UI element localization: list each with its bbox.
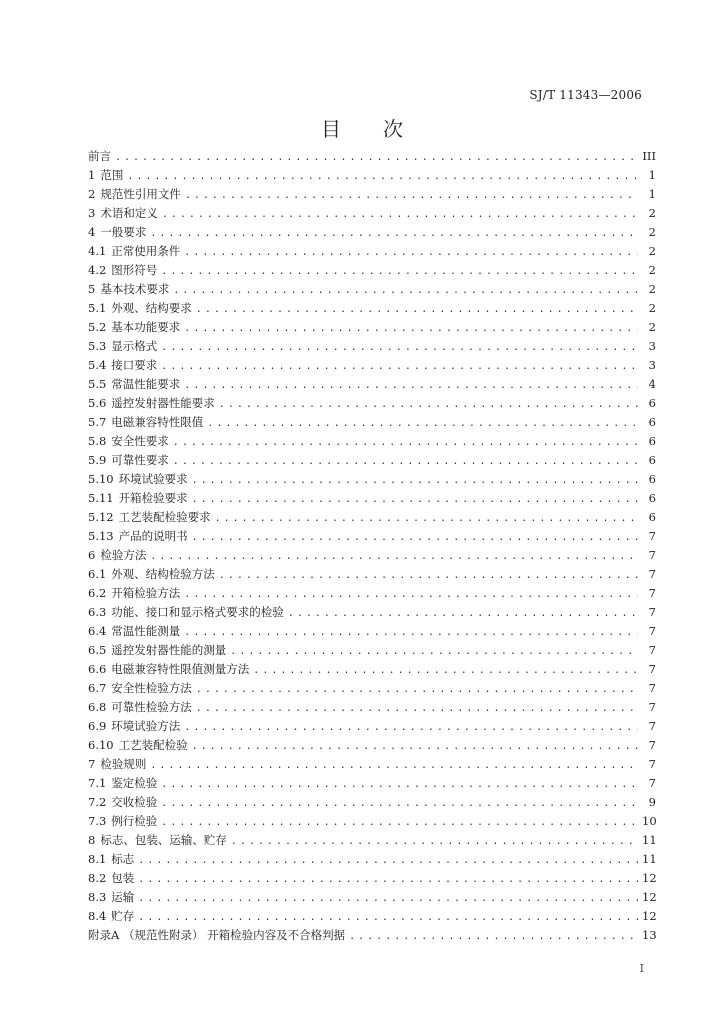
toc-leader-dots: [150, 756, 638, 775]
toc-entry[interactable]: [88, 356, 656, 375]
toc-entry-number: 6.2: [88, 586, 107, 600]
toc-entry-page: 1: [648, 168, 656, 182]
toc-entry-number: 5: [88, 282, 96, 296]
toc-entry[interactable]: [88, 527, 656, 546]
toc-entry-page: 7: [648, 624, 656, 638]
toc-entry[interactable]: [88, 242, 656, 261]
toc-entry-title: 安全性要求: [111, 434, 169, 448]
toc-entry-title: 工艺装配检验: [118, 738, 188, 752]
toc-leader-dots: [184, 718, 638, 737]
toc-leader-dots: [138, 870, 638, 889]
toc-entry[interactable]: [88, 451, 656, 470]
toc-entry-title: 标志、包装、运输、贮存: [100, 833, 227, 847]
toc-entry[interactable]: [88, 622, 656, 641]
toc-entry[interactable]: [88, 793, 656, 812]
toc-entry-page: 2: [648, 301, 656, 315]
toc-entry-number: 2: [88, 187, 96, 201]
toc-leader-dots: [138, 851, 638, 870]
toc-entry[interactable]: [88, 394, 656, 413]
toc-leader-dots: [184, 243, 638, 262]
toc-entry[interactable]: [88, 299, 656, 318]
toc-entry-title: 贮存: [111, 909, 135, 923]
toc-entry[interactable]: [88, 166, 656, 185]
title-char-1: 目: [321, 117, 341, 141]
toc-entry-page: 2: [648, 225, 656, 239]
toc-entry-number: 5.12: [88, 510, 114, 524]
toc-leader-dots: [161, 338, 638, 357]
toc-entry-title: 规范性引用文件: [100, 187, 181, 201]
toc-entry-title: 检验规则: [100, 757, 147, 771]
toc-entry-page: 2: [648, 263, 656, 277]
toc-entry-number: 6.7: [88, 681, 107, 695]
toc-entry-number: 8.1: [88, 852, 107, 866]
toc-leader-dots: [173, 433, 638, 452]
toc-entry-title: 电磁兼容特性限值: [111, 415, 204, 429]
toc-entry-number: 5.5: [88, 377, 107, 391]
toc-entry[interactable]: [88, 565, 656, 584]
toc-entry-number: 5.6: [88, 396, 107, 410]
toc-leader-dots: [192, 737, 638, 756]
toc-entry-title: 常温性能要求: [111, 377, 181, 391]
toc-entry[interactable]: [88, 774, 656, 793]
toc-entry-title: 例行检验: [111, 814, 158, 828]
toc-entry-page: 2: [648, 244, 656, 258]
toc-entry-number: 5.8: [88, 434, 107, 448]
toc-entry-page: 11: [642, 852, 657, 866]
toc-entry-title: 基本功能要求: [111, 320, 181, 334]
toc-entry-title: 环境试验方法: [111, 719, 181, 733]
toc-entry-number: 1: [88, 168, 96, 182]
toc-entry[interactable]: [88, 261, 656, 280]
toc-entry-title: 安全性检验方法: [111, 681, 192, 695]
toc-entry-title: 图形符号: [111, 263, 158, 277]
toc-entry[interactable]: [88, 223, 656, 242]
toc-leader-dots: [288, 604, 638, 623]
toc-entry-page: 12: [642, 909, 657, 923]
toc-entry-number: 8.3: [88, 890, 107, 904]
toc-leader-dots: [161, 813, 638, 832]
toc-leader-dots: [185, 186, 638, 205]
toc-entry-number: 6: [88, 548, 96, 562]
toc-entry-number: 5.13: [88, 529, 114, 543]
page-title: [0, 113, 724, 142]
toc-entry-page: 2: [648, 282, 656, 296]
toc-entry-page: 2: [648, 206, 656, 220]
toc-entry[interactable]: [88, 641, 656, 660]
toc-entry-number: 3: [88, 206, 96, 220]
toc-entry-title: 电磁兼容特性限值测量方法: [111, 662, 250, 676]
toc-leader-dots: [173, 281, 638, 300]
toc-entry-number: 5.1: [88, 301, 107, 315]
toc-leader-dots: [215, 509, 638, 528]
toc-entry[interactable]: [88, 147, 656, 166]
toc-entry-page: 6: [648, 453, 656, 467]
toc-entry-title: 遥控发射器性能要求: [111, 396, 215, 410]
toc-entry-title: 运输: [111, 890, 135, 904]
toc-leader-dots: [184, 319, 638, 338]
toc-entry[interactable]: [88, 869, 656, 888]
toc-entry-title: 遥控发射器性能的测量: [111, 643, 227, 657]
toc-entry-number: 6.4: [88, 624, 107, 638]
toc-entry-page: 7: [648, 529, 656, 543]
toc-entry-page: 3: [648, 339, 656, 353]
toc-entry-number: 8: [88, 833, 96, 847]
toc-entry-page: 7: [648, 700, 656, 714]
toc-entry-page: 3: [648, 358, 656, 372]
toc-entry[interactable]: [88, 679, 656, 698]
toc-entry[interactable]: [88, 489, 656, 508]
toc-leader-dots: [115, 148, 638, 167]
toc-entry-number: 6.9: [88, 719, 107, 733]
toc-entry-page: 13: [642, 928, 657, 942]
toc-entry[interactable]: [88, 584, 656, 603]
toc-entry-number: 4.2: [88, 263, 107, 277]
toc-entry-title: 检验方法: [100, 548, 147, 562]
toc-entry-title: 环境试验要求: [118, 472, 188, 486]
toc-entry-title: 外观、结构检验方法: [111, 567, 215, 581]
toc-entry[interactable]: [88, 736, 656, 755]
toc-leader-dots: [161, 775, 638, 794]
standard-code: SJ/T 11343—2006: [529, 88, 642, 102]
toc-entry-page: 6: [648, 491, 656, 505]
toc-entry-number: 4.1: [88, 244, 107, 258]
toc-entry-number: 6.1: [88, 567, 107, 581]
toc-leader-dots: [349, 927, 638, 946]
toc-entry[interactable]: [88, 850, 656, 869]
table-of-contents: [88, 147, 656, 945]
toc-leader-dots: [196, 680, 638, 699]
toc-entry-title: 鉴定检验: [111, 776, 158, 790]
toc-entry-title: 交收检验: [111, 795, 158, 809]
toc-entry-page: 7: [648, 776, 656, 790]
toc-entry-page: 7: [648, 586, 656, 600]
toc-leader-dots: [184, 623, 638, 642]
toc-entry-page: 7: [648, 738, 656, 752]
toc-entry-page: 4: [648, 377, 656, 391]
toc-entry-title: 常温性能测量: [111, 624, 181, 638]
toc-entry-number: 6.6: [88, 662, 107, 676]
toc-entry-number: 8.2: [88, 871, 107, 885]
toc-entry-title: 可靠性要求: [111, 453, 169, 467]
toc-entry-title: 正常使用条件: [111, 244, 181, 258]
toc-entry-number: 7.3: [88, 814, 107, 828]
toc-entry-page: 12: [642, 871, 657, 885]
toc-entry-title: 一般要求: [100, 225, 147, 239]
toc-leader-dots: [219, 566, 638, 585]
toc-entry-number: 6.8: [88, 700, 107, 714]
toc-entry-page: 7: [648, 662, 656, 676]
toc-entry-number: 6.3: [88, 605, 107, 619]
toc-entry-page: 10: [642, 814, 657, 828]
toc-entry[interactable]: [88, 318, 656, 337]
toc-entry[interactable]: [88, 755, 656, 774]
toc-leader-dots: [138, 889, 638, 908]
toc-entry-number: 5.9: [88, 453, 107, 467]
toc-entry[interactable]: [88, 812, 656, 831]
toc-leader-dots: [192, 490, 638, 509]
toc-entry-number: 5.7: [88, 415, 107, 429]
toc-entry[interactable]: [88, 337, 656, 356]
toc-leader-dots: [230, 642, 638, 661]
toc-entry-page: 7: [648, 643, 656, 657]
toc-entry-number: 5.4: [88, 358, 107, 372]
toc-entry-page: 7: [648, 548, 656, 562]
toc-leader-dots: [196, 300, 638, 319]
toc-entry-number: 5.3: [88, 339, 107, 353]
toc-entry-number: 5.10: [88, 472, 114, 486]
toc-entry-title: 产品的说明书: [118, 529, 188, 543]
toc-entry-page: 7: [648, 757, 656, 771]
toc-entry-page: 7: [648, 719, 656, 733]
toc-entry-page: 11: [642, 833, 657, 847]
toc-entry-title: 前言: [88, 149, 111, 163]
toc-leader-dots: [207, 414, 638, 433]
toc-entry-title: 显示格式: [111, 339, 158, 353]
toc-entry-page: 1: [648, 187, 656, 201]
toc-entry-title: 基本技术要求: [100, 282, 170, 296]
toc-entry[interactable]: [88, 603, 656, 622]
toc-leader-dots: [192, 528, 638, 547]
toc-entry[interactable]: [88, 470, 656, 489]
toc-leader-dots: [184, 376, 638, 395]
toc-entry[interactable]: [88, 413, 656, 432]
toc-entry[interactable]: [88, 717, 656, 736]
toc-leader-dots: [150, 224, 638, 243]
toc-entry-title: 附录A （规范性附录） 开箱检验内容及不合格判据: [88, 928, 346, 942]
title-char-2: 次: [383, 117, 403, 141]
toc-entry-page: 7: [648, 567, 656, 581]
toc-leader-dots: [138, 908, 638, 927]
toc-entry-title: 开箱检验方法: [111, 586, 181, 600]
toc-entry-page: 6: [648, 472, 656, 486]
toc-leader-dots: [161, 357, 638, 376]
toc-entry-page: 6: [648, 396, 656, 410]
toc-entry-title: 包装: [111, 871, 135, 885]
toc-entry-number: 5.2: [88, 320, 107, 334]
toc-entry[interactable]: [88, 546, 656, 565]
toc-entry-number: 7.1: [88, 776, 107, 790]
toc-entry[interactable]: [88, 698, 656, 717]
toc-leader-dots: [173, 452, 638, 471]
toc-entry-number: 5.11: [88, 491, 114, 505]
toc-entry-title: 工艺装配检验要求: [118, 510, 211, 524]
toc-leader-dots: [161, 262, 638, 281]
toc-leader-dots: [150, 547, 638, 566]
toc-entry-number: 7: [88, 757, 96, 771]
toc-entry-page: 2: [648, 320, 656, 334]
toc-entry-page: 7: [648, 605, 656, 619]
toc-entry-number: 7.2: [88, 795, 107, 809]
toc-entry[interactable]: [88, 926, 656, 945]
page-number: I: [639, 962, 644, 975]
toc-leader-dots: [192, 471, 638, 490]
toc-entry-page: 7: [648, 681, 656, 695]
toc-entry-title: 功能、接口和显示格式要求的检验: [111, 605, 284, 619]
toc-entry[interactable]: [88, 888, 656, 907]
toc-entry-title: 接口要求: [111, 358, 158, 372]
toc-entry[interactable]: [88, 185, 656, 204]
toc-leader-dots: [162, 205, 638, 224]
toc-entry-title: 外观、结构要求: [111, 301, 192, 315]
toc-entry-page: III: [642, 149, 656, 163]
toc-entry[interactable]: [88, 432, 656, 451]
toc-entry-number: 4: [88, 225, 96, 239]
toc-entry-number: 8.4: [88, 909, 107, 923]
toc-entry-title: 标志: [111, 852, 135, 866]
toc-leader-dots: [231, 832, 638, 851]
toc-entry[interactable]: [88, 204, 656, 223]
toc-leader-dots: [253, 661, 638, 680]
toc-entry[interactable]: [88, 907, 656, 926]
toc-leader-dots: [219, 395, 638, 414]
toc-entry[interactable]: [88, 508, 656, 527]
toc-entry[interactable]: [88, 831, 656, 850]
toc-entry[interactable]: [88, 280, 656, 299]
toc-entry-title: 术语和定义: [100, 206, 158, 220]
toc-entry-page: 9: [648, 795, 656, 809]
toc-entry[interactable]: [88, 660, 656, 679]
toc-leader-dots: [127, 167, 638, 186]
toc-leader-dots: [184, 585, 638, 604]
toc-entry[interactable]: [88, 375, 656, 394]
toc-entry-page: 6: [648, 415, 656, 429]
toc-entry-title: 范围: [100, 168, 124, 182]
toc-leader-dots: [161, 794, 638, 813]
toc-entry-title: 开箱检验要求: [118, 491, 188, 505]
toc-entry-page: 6: [648, 434, 656, 448]
toc-entry-page: 12: [642, 890, 657, 904]
toc-entry-title: 可靠性检验方法: [111, 700, 192, 714]
toc-entry-number: 6.10: [88, 738, 114, 752]
toc-entry-page: 6: [648, 510, 656, 524]
toc-leader-dots: [196, 699, 638, 718]
toc-entry-number: 6.5: [88, 643, 107, 657]
